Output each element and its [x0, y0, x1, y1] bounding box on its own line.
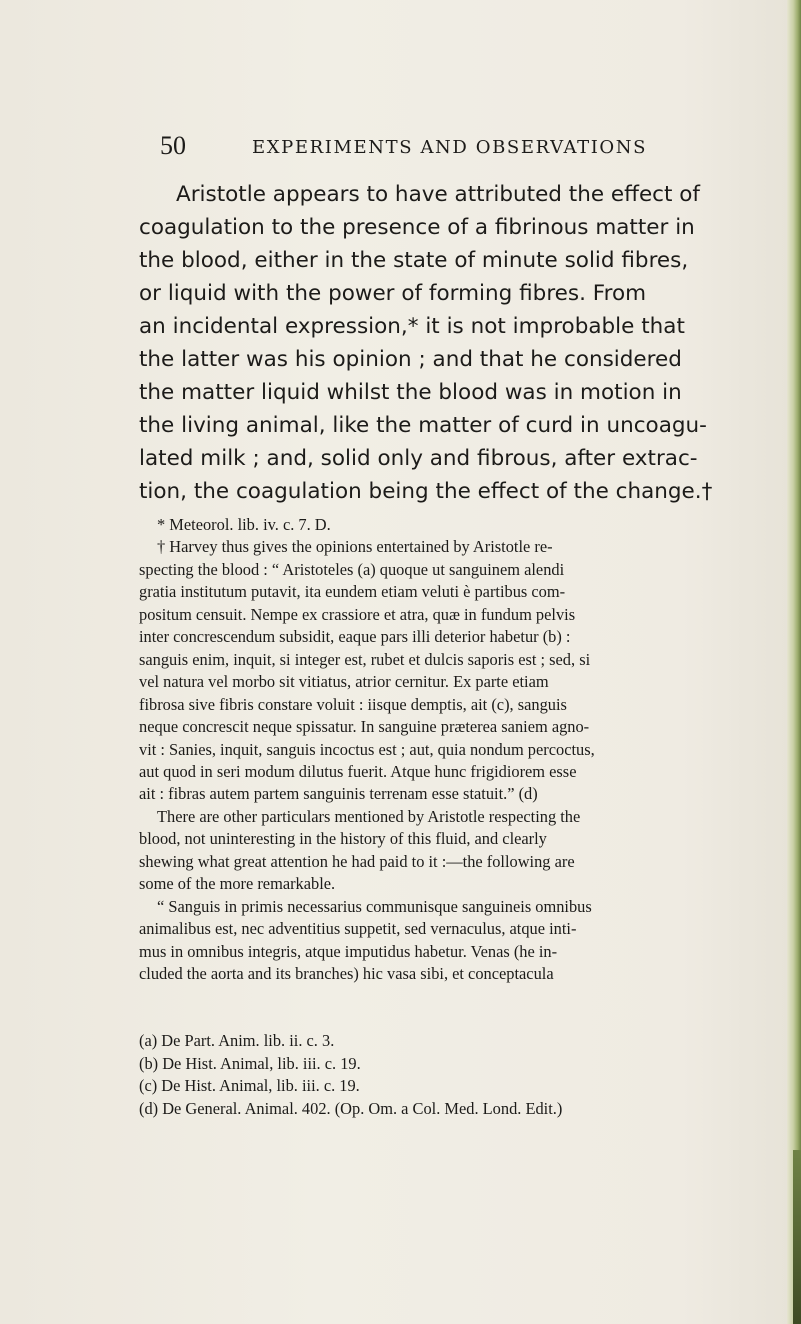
footnote-line: aut quod in seri modum dilutus fuerit. Atque hunc frigidiorem esse	[139, 761, 577, 781]
footnote-line: neque concrescit neque spissatur. In sanguine præterea saniem agno-	[139, 717, 590, 737]
page-edge-shadow	[793, 1150, 801, 1324]
footnote-line: ait : fibras autem partem sanguinis terrenam esse statuit.” (d)	[139, 784, 538, 804]
text-line: the matter liquid whilst the blood was in motion in	[139, 380, 682, 405]
text-line: an incidental expression,* it is not improbable that	[139, 314, 685, 339]
text-line: the latter was his opinion ; and that he considered	[139, 347, 682, 372]
reference-line: (d) De General. Animal. 402. (Op. Om. a Col. Med. Lond. Edit.)	[139, 1098, 563, 1118]
footnote-line: * Meteorol. lib. iv. c. 7. D.	[157, 515, 331, 534]
main-paragraph	[139, 178, 775, 508]
footnote-line: positum censuit. Nempe ex crassiore et atra, quæ in fundum pelvis	[139, 604, 576, 624]
references	[139, 1030, 775, 1120]
footnote-line: vit : Sanies, inquit, sanguis incoctus est ; aut, quia nondum percoctus,	[139, 739, 595, 759]
footnote-line: some of the more remarkable.	[139, 874, 336, 894]
reference-line: (c) De Hist. Animal, lib. iii. c. 19.	[139, 1076, 360, 1095]
text-line: or liquid with the power of forming fibres. From	[139, 281, 647, 306]
text-line: Aristotle appears to have attributed the effect of	[176, 182, 700, 207]
text-line: the blood, either in the state of minute solid fibres,	[139, 248, 689, 273]
reference-line: (b) De Hist. Animal, lib. iii. c. 19.	[139, 1053, 361, 1073]
footnote-line: There are other particulars mentioned by Aristotle respecting the	[157, 806, 581, 826]
footnotes	[139, 514, 775, 986]
text-line: the living animal, like the matter of curd in uncoagu-	[139, 413, 707, 438]
page-number: 50	[160, 131, 186, 160]
footnote-line: inter concrescendum subsidit, eaque pars illi deterior habetur (b) :	[139, 627, 571, 647]
footnote-line: “ Sanguis in primis necessarius communisque sanguineis omnibus	[157, 896, 592, 916]
reference-line: (a) De Part. Anim. lib. ii. c. 3.	[139, 1031, 335, 1050]
page-header	[160, 131, 740, 165]
text-line: tion, the coagulation being the effect of the change.†	[139, 479, 713, 504]
footnote-line: blood, not uninteresting in the history of this fluid, and clearly	[139, 829, 547, 849]
running-head: EXPERIMENTS AND OBSERVATIONS	[252, 137, 648, 158]
text-line: coagulation to the presence of a fibrinous matter in	[139, 215, 695, 240]
footnote-line: † Harvey thus gives the opinions entertained by Aristotle re-	[157, 537, 553, 557]
text-line: lated milk ; and, solid only and fibrous, after extrac-	[139, 446, 698, 471]
page-edge-binding	[787, 0, 801, 1324]
footnote-line: specting the blood : “ Aristoteles (a) quoque ut sanguinem alendi	[139, 559, 565, 579]
footnote-line: mus in omnibus integris, atque imputidus habetur. Venas (he in-	[139, 941, 558, 961]
footnote-line: animalibus est, nec adventitius suppetit, sed vernaculus, atque inti-	[139, 919, 577, 939]
footnote-line: cluded the aorta and its branches) hic vasa sibi, et conceptacula	[139, 964, 554, 984]
footnote-line: shewing what great attention he had paid to it :—the following are	[139, 851, 575, 871]
footnote-line: fibrosa sive fibris constare voluit : iisque demptis, ait (c), sanguis	[139, 694, 567, 714]
footnote-line: vel natura vel morbo sit vitiatus, atrior cernitur. Ex parte etiam	[139, 672, 549, 692]
footnote-line: sanguis enim, inquit, si integer est, rubet et dulcis saporis est ; sed, si	[139, 649, 591, 669]
footnote-line: gratia institutum putavit, ita eundem etiam veluti è partibus com-	[139, 582, 566, 602]
